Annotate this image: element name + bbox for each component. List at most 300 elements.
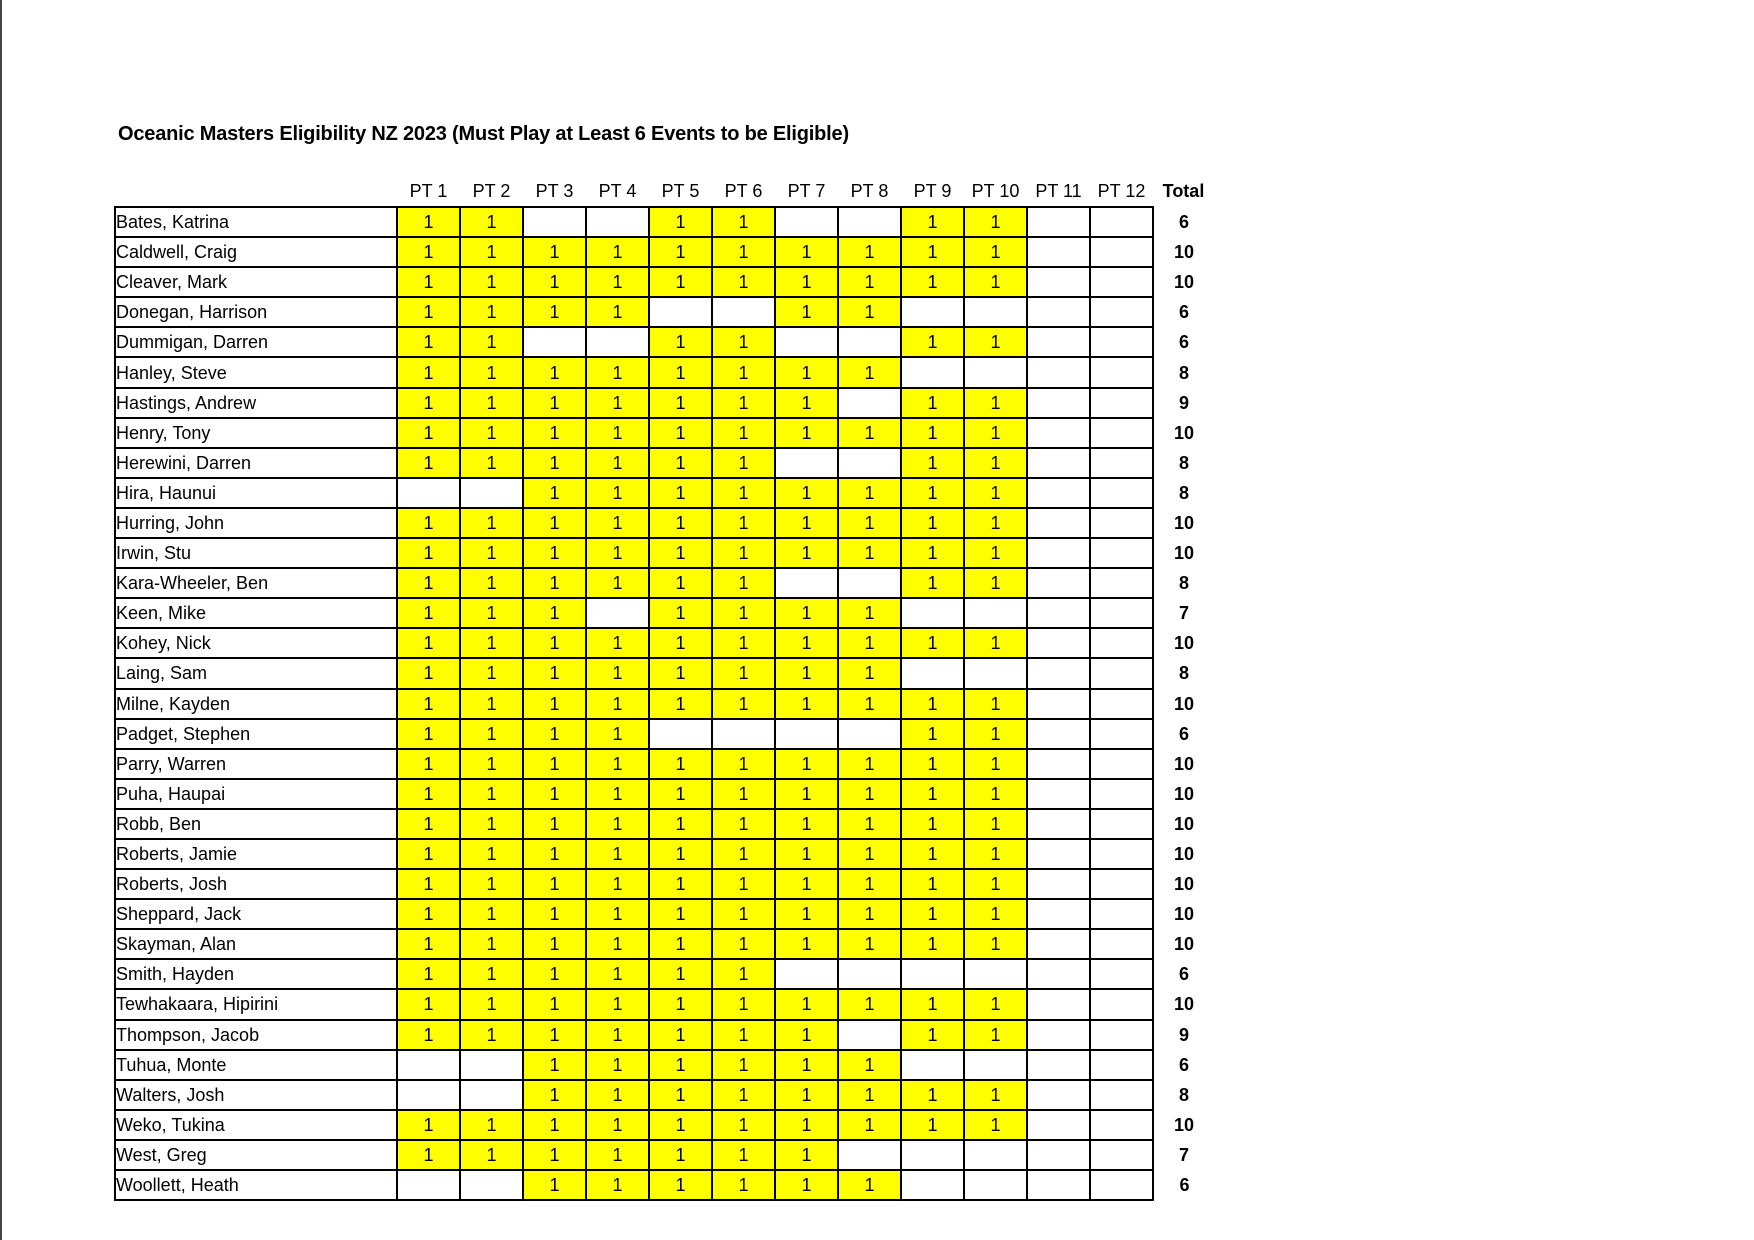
- event-cell-pt6: 1: [712, 508, 775, 538]
- event-cell-pt10: [964, 598, 1027, 628]
- event-cell-pt9: [901, 1170, 964, 1200]
- event-cell-pt10: 1: [964, 1080, 1027, 1110]
- event-cell-pt7: [775, 959, 838, 989]
- table-row: [115, 297, 1215, 327]
- event-cell-pt6: 1: [712, 779, 775, 809]
- event-cell-pt5: 1: [649, 899, 712, 929]
- row-total: 6: [1178, 212, 1189, 233]
- event-cell-pt2: 1: [460, 327, 523, 357]
- event-cell-pt8: 1: [838, 357, 901, 387]
- event-cell-pt11: [1027, 1140, 1090, 1170]
- event-cell-pt11: [1027, 658, 1090, 688]
- event-cell-pt5: 1: [649, 568, 712, 598]
- table-row: [115, 749, 1215, 779]
- table-row: [115, 1110, 1215, 1140]
- row-total: 9: [1178, 1024, 1189, 1045]
- event-cell-pt6: 1: [712, 1080, 775, 1110]
- event-cell-pt11: [1027, 478, 1090, 508]
- event-cell-pt8: [838, 448, 901, 478]
- event-cell-pt4: 1: [586, 267, 649, 297]
- row-total: 10: [1173, 633, 1195, 654]
- event-cell-pt7: 1: [775, 869, 838, 899]
- event-cell-pt11: [1027, 779, 1090, 809]
- player-name: Weko, Tukina: [115, 1110, 397, 1140]
- event-cell-pt2: 1: [460, 929, 523, 959]
- event-cell-pt1: 1: [397, 839, 460, 869]
- event-cell-pt8: 1: [838, 1110, 901, 1140]
- event-cell-pt5: 1: [649, 598, 712, 628]
- player-name: Hurring, John: [115, 508, 397, 538]
- event-cell-pt8: [838, 1020, 901, 1050]
- event-cell-pt4: 1: [586, 508, 649, 538]
- event-cell-pt4: 1: [586, 568, 649, 598]
- column-header-pt6: PT 6: [724, 180, 763, 201]
- table-row: [115, 779, 1215, 809]
- event-cell-pt5: 1: [649, 959, 712, 989]
- event-cell-pt12: [1090, 568, 1153, 598]
- event-cell-pt8: 1: [838, 237, 901, 267]
- event-cell-pt2: [460, 1080, 523, 1110]
- event-cell-pt5: 1: [649, 478, 712, 508]
- event-cell-pt12: [1090, 508, 1153, 538]
- event-cell-pt7: 1: [775, 1110, 838, 1140]
- event-cell-pt12: [1090, 1080, 1153, 1110]
- event-cell-pt4: 1: [586, 839, 649, 869]
- event-cell-pt5: 1: [649, 207, 712, 237]
- event-cell-pt2: 1: [460, 779, 523, 809]
- event-cell-pt1: 1: [397, 267, 460, 297]
- event-cell-pt9: 1: [901, 749, 964, 779]
- event-cell-pt8: 1: [838, 1050, 901, 1080]
- event-cell-pt4: 1: [586, 418, 649, 448]
- event-cell-pt5: 1: [649, 989, 712, 1019]
- event-cell-pt8: 1: [838, 989, 901, 1019]
- event-cell-pt3: 1: [523, 237, 586, 267]
- row-total: 8: [1178, 482, 1189, 503]
- event-cell-pt5: 1: [649, 869, 712, 899]
- event-cell-pt11: [1027, 357, 1090, 387]
- event-cell-pt2: [460, 1170, 523, 1200]
- row-total: 8: [1178, 452, 1189, 473]
- event-cell-pt11: [1027, 388, 1090, 418]
- event-cell-pt5: 1: [649, 809, 712, 839]
- event-cell-pt12: [1090, 989, 1153, 1019]
- event-cell-pt1: [397, 1170, 460, 1200]
- event-cell-pt7: 1: [775, 929, 838, 959]
- event-cell-pt5: 1: [649, 1110, 712, 1140]
- event-cell-pt12: [1090, 779, 1153, 809]
- event-cell-pt7: 1: [775, 297, 838, 327]
- row-total: 6: [1178, 964, 1189, 985]
- event-cell-pt1: 1: [397, 207, 460, 237]
- event-cell-pt1: 1: [397, 899, 460, 929]
- event-cell-pt1: 1: [397, 869, 460, 899]
- event-cell-pt12: [1090, 478, 1153, 508]
- event-cell-pt9: 1: [901, 388, 964, 418]
- event-cell-pt6: 1: [712, 899, 775, 929]
- event-cell-pt5: [649, 719, 712, 749]
- event-cell-pt4: 1: [586, 1050, 649, 1080]
- event-cell-pt4: 1: [586, 929, 649, 959]
- event-cell-pt8: 1: [838, 658, 901, 688]
- event-cell-pt8: 1: [838, 297, 901, 327]
- event-cell-pt10: 1: [964, 899, 1027, 929]
- event-cell-pt4: 1: [586, 628, 649, 658]
- event-cell-pt6: 1: [712, 1140, 775, 1170]
- table-row: [115, 719, 1215, 749]
- event-cell-pt1: 1: [397, 297, 460, 327]
- event-cell-pt5: 1: [649, 418, 712, 448]
- event-cell-pt7: [775, 568, 838, 598]
- event-cell-pt8: 1: [838, 809, 901, 839]
- page-title: Oceanic Masters Eligibility NZ 2023 (Must Play at Least 6 Events to be Eligible): [118, 123, 849, 145]
- event-cell-pt6: 1: [712, 628, 775, 658]
- event-cell-pt5: 1: [649, 839, 712, 869]
- table-row: [115, 538, 1215, 568]
- row-total: 6: [1178, 1054, 1189, 1075]
- event-cell-pt6: 1: [712, 1170, 775, 1200]
- event-cell-pt12: [1090, 598, 1153, 628]
- event-cell-pt9: 1: [901, 1020, 964, 1050]
- event-cell-pt10: 1: [964, 327, 1027, 357]
- event-cell-pt8: [838, 568, 901, 598]
- event-cell-pt10: 1: [964, 628, 1027, 658]
- event-cell-pt3: 1: [523, 719, 586, 749]
- row-total: 8: [1178, 573, 1189, 594]
- event-cell-pt1: 1: [397, 448, 460, 478]
- event-cell-pt2: 1: [460, 869, 523, 899]
- event-cell-pt6: 1: [712, 1020, 775, 1050]
- event-cell-pt3: 1: [523, 869, 586, 899]
- event-cell-pt1: 1: [397, 959, 460, 989]
- event-cell-pt6: 1: [712, 598, 775, 628]
- player-name: Walters, Josh: [115, 1080, 397, 1110]
- event-cell-pt3: 1: [523, 689, 586, 719]
- player-name: Milne, Kayden: [115, 689, 397, 719]
- player-name: Parry, Warren: [115, 749, 397, 779]
- event-cell-pt10: 1: [964, 388, 1027, 418]
- event-cell-pt1: 1: [397, 929, 460, 959]
- event-cell-pt5: 1: [649, 779, 712, 809]
- event-cell-pt7: 1: [775, 267, 838, 297]
- event-cell-pt10: 1: [964, 1020, 1027, 1050]
- event-cell-pt11: [1027, 598, 1090, 628]
- event-cell-pt9: 1: [901, 989, 964, 1019]
- event-cell-pt4: 1: [586, 959, 649, 989]
- event-cell-pt6: 1: [712, 869, 775, 899]
- event-cell-pt11: [1027, 418, 1090, 448]
- event-cell-pt6: 1: [712, 448, 775, 478]
- row-total: 10: [1173, 543, 1195, 564]
- event-cell-pt12: [1090, 1050, 1153, 1080]
- event-cell-pt1: 1: [397, 237, 460, 267]
- event-cell-pt8: [838, 327, 901, 357]
- event-cell-pt4: 1: [586, 538, 649, 568]
- event-cell-pt10: 1: [964, 418, 1027, 448]
- event-cell-pt12: [1090, 388, 1153, 418]
- table-row: [115, 267, 1215, 297]
- column-header-total: Total: [1162, 181, 1205, 201]
- event-cell-pt12: [1090, 929, 1153, 959]
- event-cell-pt4: 1: [586, 478, 649, 508]
- event-cell-pt9: [901, 357, 964, 387]
- event-cell-pt11: [1027, 1050, 1090, 1080]
- row-total: 10: [1173, 934, 1195, 955]
- event-cell-pt2: 1: [460, 628, 523, 658]
- event-cell-pt4: 1: [586, 1080, 649, 1110]
- event-cell-pt6: 1: [712, 959, 775, 989]
- event-cell-pt6: 1: [712, 929, 775, 959]
- table-row: [115, 1170, 1215, 1200]
- event-cell-pt8: 1: [838, 267, 901, 297]
- event-cell-pt12: [1090, 1170, 1153, 1200]
- event-cell-pt11: [1027, 327, 1090, 357]
- event-cell-pt4: 1: [586, 1110, 649, 1140]
- column-header-pt11: PT 11: [1035, 180, 1082, 201]
- event-cell-pt3: [523, 207, 586, 237]
- event-cell-pt11: [1027, 719, 1090, 749]
- event-cell-pt8: 1: [838, 538, 901, 568]
- event-cell-pt3: 1: [523, 357, 586, 387]
- event-cell-pt7: 1: [775, 388, 838, 418]
- player-name: Smith, Hayden: [115, 959, 397, 989]
- event-cell-pt6: 1: [712, 538, 775, 568]
- event-cell-pt12: [1090, 1140, 1153, 1170]
- row-total: 6: [1178, 332, 1189, 353]
- player-name: Cleaver, Mark: [115, 267, 397, 297]
- event-cell-pt2: 1: [460, 207, 523, 237]
- player-name: Kara-Wheeler, Ben: [115, 568, 397, 598]
- event-cell-pt7: 1: [775, 418, 838, 448]
- event-cell-pt9: 1: [901, 207, 964, 237]
- row-total: 6: [1178, 723, 1189, 744]
- event-cell-pt2: 1: [460, 418, 523, 448]
- event-cell-pt10: [964, 297, 1027, 327]
- table-row: [115, 809, 1215, 839]
- event-cell-pt9: 1: [901, 448, 964, 478]
- event-cell-pt12: [1090, 959, 1153, 989]
- event-cell-pt7: 1: [775, 689, 838, 719]
- event-cell-pt1: 1: [397, 719, 460, 749]
- event-cell-pt11: [1027, 297, 1090, 327]
- event-cell-pt3: 1: [523, 899, 586, 929]
- event-cell-pt8: 1: [838, 628, 901, 658]
- column-header-pt3: PT 3: [535, 180, 574, 201]
- event-cell-pt3: 1: [523, 929, 586, 959]
- event-cell-pt2: 1: [460, 297, 523, 327]
- event-cell-pt6: 1: [712, 839, 775, 869]
- column-header-pt7: PT 7: [787, 180, 826, 201]
- event-cell-pt2: 1: [460, 388, 523, 418]
- event-cell-pt9: 1: [901, 267, 964, 297]
- event-cell-pt5: 1: [649, 327, 712, 357]
- event-cell-pt3: 1: [523, 568, 586, 598]
- event-cell-pt5: 1: [649, 1140, 712, 1170]
- event-cell-pt7: 1: [775, 478, 838, 508]
- event-cell-pt1: 1: [397, 628, 460, 658]
- row-total: 10: [1173, 242, 1195, 263]
- event-cell-pt1: 1: [397, 689, 460, 719]
- event-cell-pt9: 1: [901, 929, 964, 959]
- row-total: 9: [1178, 392, 1189, 413]
- event-cell-pt1: 1: [397, 989, 460, 1019]
- event-cell-pt12: [1090, 839, 1153, 869]
- event-cell-pt9: 1: [901, 327, 964, 357]
- event-cell-pt8: 1: [838, 418, 901, 448]
- player-name: Tuhua, Monte: [115, 1050, 397, 1080]
- event-cell-pt7: [775, 327, 838, 357]
- table-row: [115, 508, 1215, 538]
- event-cell-pt7: [775, 719, 838, 749]
- event-cell-pt3: 1: [523, 989, 586, 1019]
- row-total: 6: [1178, 302, 1189, 323]
- event-cell-pt12: [1090, 357, 1153, 387]
- event-cell-pt6: 1: [712, 1110, 775, 1140]
- event-cell-pt12: [1090, 749, 1153, 779]
- event-cell-pt2: 1: [460, 598, 523, 628]
- event-cell-pt7: [775, 207, 838, 237]
- event-cell-pt3: 1: [523, 628, 586, 658]
- event-cell-pt9: 1: [901, 869, 964, 899]
- event-cell-pt4: 1: [586, 1020, 649, 1050]
- row-total: 10: [1173, 272, 1195, 293]
- event-cell-pt3: 1: [523, 1050, 586, 1080]
- event-cell-pt7: 1: [775, 628, 838, 658]
- event-cell-pt1: 1: [397, 327, 460, 357]
- table-row: [115, 899, 1215, 929]
- event-cell-pt7: 1: [775, 508, 838, 538]
- column-header-pt8: PT 8: [850, 180, 889, 201]
- event-cell-pt12: [1090, 899, 1153, 929]
- event-cell-pt9: 1: [901, 418, 964, 448]
- event-cell-pt4: 1: [586, 1170, 649, 1200]
- event-cell-pt2: 1: [460, 809, 523, 839]
- table-row: [115, 598, 1215, 628]
- row-total: 10: [1173, 783, 1195, 804]
- event-cell-pt3: 1: [523, 1170, 586, 1200]
- name-column-header: [115, 175, 397, 207]
- event-cell-pt5: [649, 297, 712, 327]
- event-cell-pt4: 1: [586, 869, 649, 899]
- event-cell-pt8: 1: [838, 1170, 901, 1200]
- table-row: [115, 448, 1215, 478]
- event-cell-pt12: [1090, 237, 1153, 267]
- eligibility-table: [114, 175, 1216, 1201]
- player-name: Hira, Haunui: [115, 478, 397, 508]
- event-cell-pt11: [1027, 1020, 1090, 1050]
- event-cell-pt1: 1: [397, 418, 460, 448]
- event-cell-pt7: 1: [775, 779, 838, 809]
- event-cell-pt4: [586, 598, 649, 628]
- event-cell-pt2: 1: [460, 839, 523, 869]
- event-cell-pt6: 1: [712, 327, 775, 357]
- event-cell-pt10: 1: [964, 568, 1027, 598]
- event-cell-pt7: 1: [775, 899, 838, 929]
- event-cell-pt12: [1090, 1020, 1153, 1050]
- event-cell-pt1: 1: [397, 749, 460, 779]
- event-cell-pt12: [1090, 869, 1153, 899]
- event-cell-pt5: 1: [649, 929, 712, 959]
- event-cell-pt3: 1: [523, 267, 586, 297]
- table-body: [115, 207, 1215, 1200]
- event-cell-pt4: 1: [586, 989, 649, 1019]
- event-cell-pt12: [1090, 689, 1153, 719]
- player-name: Roberts, Jamie: [115, 839, 397, 869]
- event-cell-pt2: 1: [460, 749, 523, 779]
- player-name: Thompson, Jacob: [115, 1020, 397, 1050]
- event-cell-pt6: 1: [712, 418, 775, 448]
- row-total: 10: [1173, 844, 1195, 865]
- event-cell-pt11: [1027, 929, 1090, 959]
- event-cell-pt1: 1: [397, 779, 460, 809]
- event-cell-pt11: [1027, 749, 1090, 779]
- table-row: [115, 989, 1215, 1019]
- event-cell-pt3: 1: [523, 1020, 586, 1050]
- event-cell-pt5: 1: [649, 267, 712, 297]
- event-cell-pt6: 1: [712, 749, 775, 779]
- event-cell-pt4: 1: [586, 448, 649, 478]
- player-name: Skayman, Alan: [115, 929, 397, 959]
- event-cell-pt7: 1: [775, 1170, 838, 1200]
- event-cell-pt5: 1: [649, 689, 712, 719]
- event-cell-pt4: 1: [586, 719, 649, 749]
- event-cell-pt10: 1: [964, 839, 1027, 869]
- table-row: [115, 327, 1215, 357]
- event-cell-pt3: 1: [523, 1140, 586, 1170]
- event-cell-pt4: 1: [586, 689, 649, 719]
- event-cell-pt8: 1: [838, 749, 901, 779]
- event-cell-pt9: 1: [901, 628, 964, 658]
- event-cell-pt6: 1: [712, 267, 775, 297]
- player-name: Dummigan, Darren: [115, 327, 397, 357]
- event-cell-pt1: 1: [397, 658, 460, 688]
- table-row: [115, 869, 1215, 899]
- event-cell-pt12: [1090, 719, 1153, 749]
- player-name: Donegan, Harrison: [115, 297, 397, 327]
- column-header-pt1: PT 1: [409, 180, 448, 201]
- event-cell-pt3: 1: [523, 508, 586, 538]
- event-cell-pt3: 1: [523, 478, 586, 508]
- event-cell-pt9: 1: [901, 809, 964, 839]
- player-name: West, Greg: [115, 1140, 397, 1170]
- event-cell-pt11: [1027, 628, 1090, 658]
- event-cell-pt2: 1: [460, 538, 523, 568]
- event-cell-pt1: 1: [397, 809, 460, 839]
- event-cell-pt9: 1: [901, 237, 964, 267]
- event-cell-pt2: 1: [460, 959, 523, 989]
- row-total: 10: [1173, 874, 1195, 895]
- event-cell-pt10: 1: [964, 508, 1027, 538]
- event-cell-pt5: 1: [649, 388, 712, 418]
- row-total: 10: [1173, 1114, 1195, 1135]
- event-cell-pt11: [1027, 267, 1090, 297]
- event-cell-pt1: [397, 1080, 460, 1110]
- event-cell-pt2: 1: [460, 267, 523, 297]
- event-cell-pt5: 1: [649, 628, 712, 658]
- event-cell-pt7: 1: [775, 357, 838, 387]
- table-row: [115, 839, 1215, 869]
- event-cell-pt2: 1: [460, 508, 523, 538]
- event-cell-pt5: 1: [649, 1050, 712, 1080]
- event-cell-pt11: [1027, 237, 1090, 267]
- event-cell-pt2: 1: [460, 237, 523, 267]
- player-name: Henry, Tony: [115, 418, 397, 448]
- event-cell-pt1: 1: [397, 598, 460, 628]
- player-name: Bates, Katrina: [115, 207, 397, 237]
- event-cell-pt8: 1: [838, 478, 901, 508]
- event-cell-pt9: [901, 297, 964, 327]
- event-cell-pt11: [1027, 448, 1090, 478]
